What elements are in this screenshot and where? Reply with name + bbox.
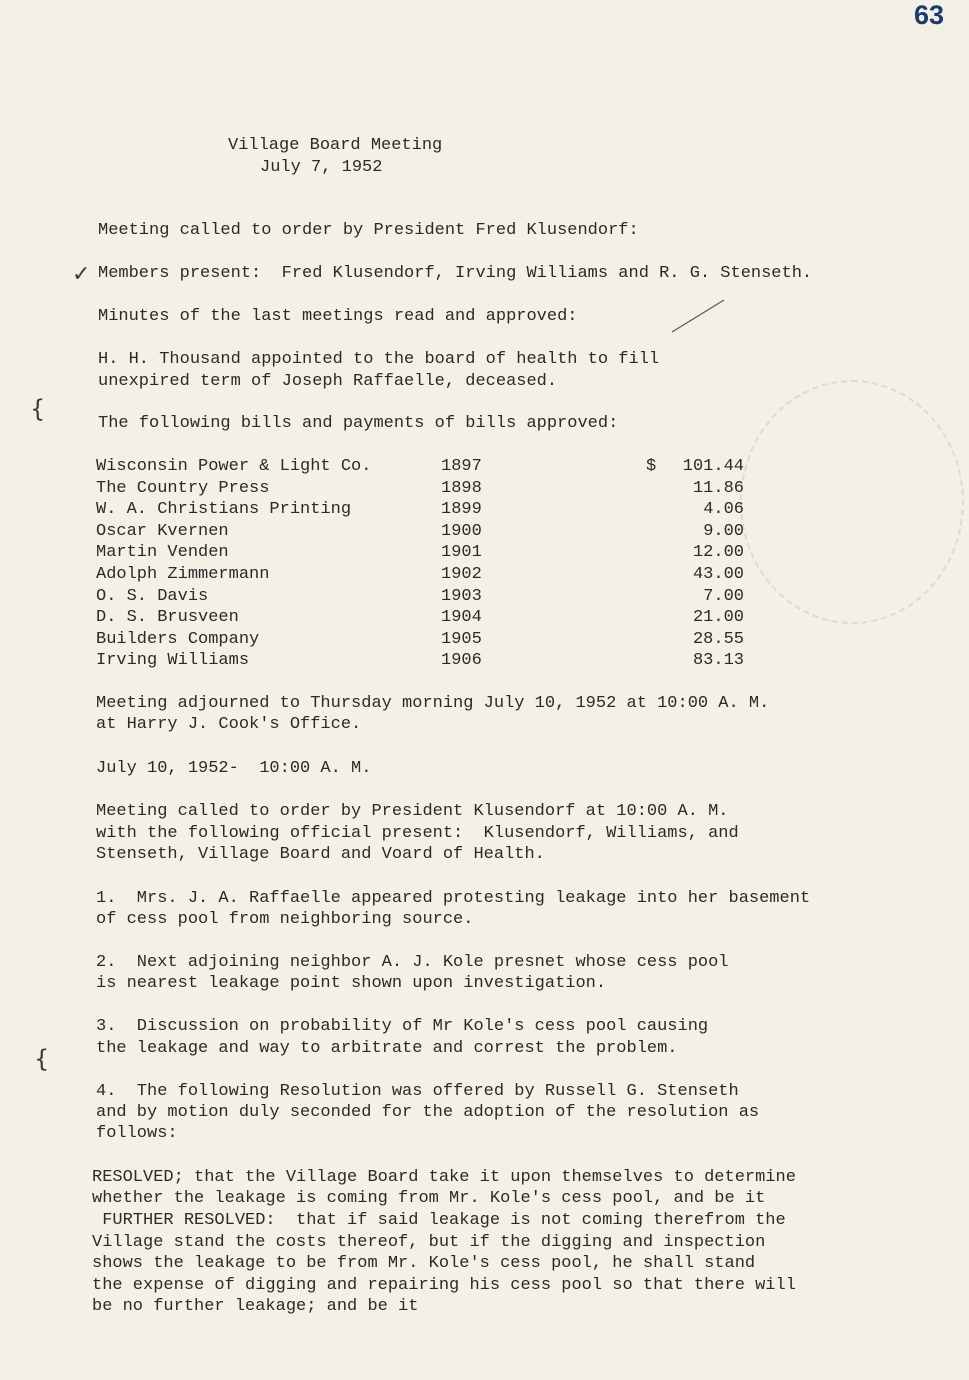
- bill-amount: 4.06: [703, 500, 744, 519]
- resolution-line-6: the expense of digging and repairing his cess pool so that there will: [92, 1276, 796, 1295]
- called-to-order-line: Meeting called to order by President Fred Klusendorf:: [98, 221, 639, 240]
- resolution-line-5: shows the leakage to be from Mr. Kole's cess pool, he shall stand: [92, 1254, 756, 1273]
- bill-payee: D. S. Brusveen: [96, 608, 239, 627]
- page-number: 63: [914, 0, 945, 30]
- faint-stamp-impression: [740, 380, 964, 624]
- item-1-line-1: 1. Mrs. J. A. Raffaelle appeared protesting leakage into her basement: [96, 889, 811, 908]
- item-4-line-3: follows:: [96, 1124, 178, 1143]
- bracket-mark-icon: {: [30, 395, 46, 423]
- check-mark-icon: ✓: [72, 262, 91, 287]
- bill-number: 1899: [441, 500, 482, 519]
- bill-amount: 11.86: [692, 479, 744, 498]
- adjourned-line-1: Meeting adjourned to Thursday morning July 10, 1952 at 10:00 A. M.: [96, 694, 770, 713]
- second-meeting-date: July 10, 1952- 10:00 A. M.: [96, 759, 372, 778]
- bill-payee: Builders Company: [96, 630, 260, 649]
- bill-number: 1902: [441, 565, 482, 584]
- bill-amount: 21.00: [692, 608, 744, 627]
- bill-amount: 101.44: [682, 457, 744, 476]
- meeting-date: July 7, 1952: [260, 158, 383, 177]
- resolution-line-7: be no further leakage; and be it: [92, 1297, 419, 1316]
- bill-payee: Adolph Zimmermann: [96, 565, 270, 584]
- second-order-line-2: with the following official present: Klusendorf, Williams, and: [96, 824, 739, 843]
- bill-payee: W. A. Christians Printing: [96, 500, 352, 519]
- bills-intro-line: The following bills and payments of bills approved:: [98, 414, 619, 433]
- item-4-line-1: 4. The following Resolution was offered by Russell G. Stenseth: [96, 1082, 739, 1101]
- bill-payee: Martin Venden: [96, 543, 229, 562]
- item-4-line-2: and by motion duly seconded for the adoption of the resolution as: [96, 1103, 760, 1122]
- bill-payee: Irving Williams: [96, 651, 250, 670]
- adjourned-line-2: at Harry J. Cook's Office.: [96, 715, 362, 734]
- resolution-line-1: RESOLVED; that the Village Board take it upon themselves to determine: [92, 1168, 796, 1187]
- bill-number: 1897: [441, 457, 482, 476]
- health-appointment-line-1: H. H. Thousand appointed to the board of health to fill: [98, 350, 660, 369]
- bill-payee: Oscar Kvernen: [96, 522, 229, 541]
- bill-number: 1906: [441, 651, 482, 670]
- bill-amount: 83.13: [692, 651, 744, 670]
- bill-amount: 7.00: [703, 587, 744, 606]
- bill-number: 1901: [441, 543, 482, 562]
- bill-number: 1903: [441, 587, 482, 606]
- bill-amount: 12.00: [692, 543, 744, 562]
- bill-number: 1900: [441, 522, 482, 541]
- resolution-line-2: whether the leakage is coming from Mr. Kole's cess pool, and be it: [92, 1189, 766, 1208]
- item-1-line-2: of cess pool from neighboring source.: [96, 910, 474, 929]
- members-present-line: Members present: Fred Klusendorf, Irving Williams and R. G. Stenseth.: [98, 264, 813, 283]
- bill-amount: 9.00: [703, 522, 744, 541]
- health-appointment-line-2: unexpired term of Joseph Raffaelle, deceased.: [98, 372, 558, 391]
- item-3-line-2: the leakage and way to arbitrate and correst the problem.: [96, 1039, 678, 1058]
- bill-number: 1904: [441, 608, 482, 627]
- resolution-line-4: Village stand the costs thereof, but if the digging and inspection: [92, 1233, 766, 1252]
- item-3-line-1: 3. Discussion on probability of Mr Kole's cess pool causing: [96, 1017, 709, 1036]
- bill-amount: 28.55: [692, 630, 744, 649]
- dollar-sign: $: [646, 457, 657, 476]
- minutes-line: Minutes of the last meetings read and approved:: [98, 307, 578, 326]
- bracket-mark-icon: {: [34, 1045, 50, 1073]
- item-2-line-2: is nearest leakage point shown upon investigation.: [96, 974, 607, 993]
- item-2-line-1: 2. Next adjoining neighbor A. J. Kole presnet whose cess pool: [96, 953, 729, 972]
- bill-payee: Wisconsin Power & Light Co.: [96, 457, 372, 476]
- bill-payee: O. S. Davis: [96, 587, 209, 606]
- second-order-line-3: Stenseth, Village Board and Voard of Health.: [96, 845, 545, 864]
- resolution-line-3: FURTHER RESOLVED: that if said leakage is not coming therefrom the: [92, 1211, 786, 1230]
- bill-amount: 43.00: [692, 565, 744, 584]
- bill-number: 1898: [441, 479, 482, 498]
- bill-payee: The Country Press: [96, 479, 270, 498]
- bill-number: 1905: [441, 630, 482, 649]
- pen-stroke-icon: [668, 296, 728, 336]
- second-order-line-1: Meeting called to order by President Klusendorf at 10:00 A. M.: [96, 802, 729, 821]
- meeting-title: Village Board Meeting: [228, 136, 443, 155]
